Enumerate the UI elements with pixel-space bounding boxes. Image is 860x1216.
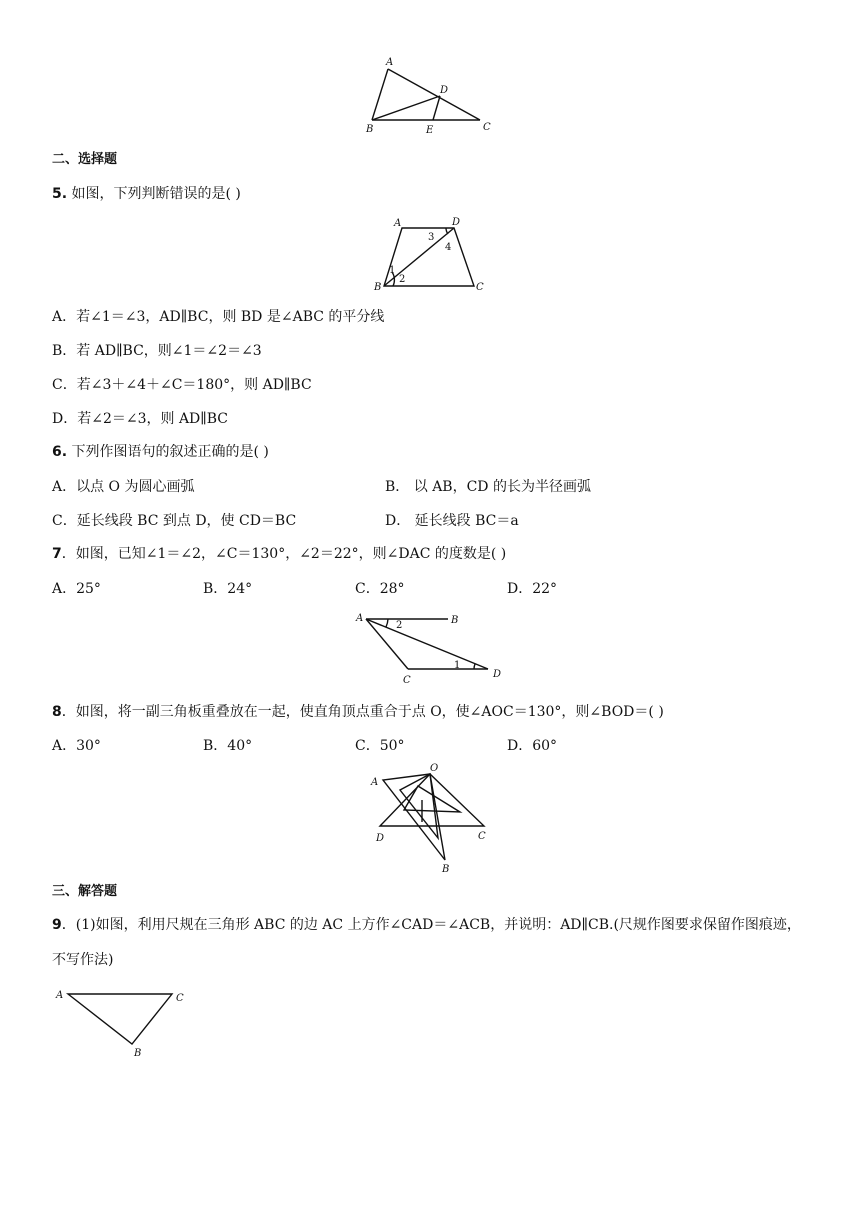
label-c: C <box>483 122 491 133</box>
label-c: C <box>476 282 484 293</box>
figure-triangle-abc-top <box>360 55 500 140</box>
question-9-text: ．(1)如图，利用尺规在三角形 ABC 的边 AC 上方作∠CAD＝∠ACB，并说明：AD∥CB.(尺规作图要求保留作图痕迹， <box>61 917 801 933</box>
label-b: B <box>374 282 382 293</box>
angle-label-3: 3 <box>428 232 435 243</box>
angle-label-1: 1 <box>389 265 396 276</box>
question-7-option-c: C．28° <box>355 581 405 597</box>
question-9-line2: 不写作法) <box>52 952 114 968</box>
question-9-line1 <box>52 916 801 934</box>
question-8-text: ．如图，将一副三角板重叠放在一起，使直角顶点重合于点 O，使∠AOC＝130°，则∠BOD＝( ) <box>61 704 664 720</box>
question-5-stem <box>52 185 241 203</box>
question-7-option-d: D．22° <box>507 581 558 597</box>
label-b: B <box>366 124 374 135</box>
triangle-abc <box>68 994 172 1044</box>
question-7-stem <box>52 545 506 563</box>
label-e: E <box>426 125 434 136</box>
question-5-number: 5. <box>52 186 68 202</box>
question-6-text: 下列作图语句的叙述正确的是( ) <box>71 444 269 460</box>
question-7-option-b: B．24° <box>203 581 253 597</box>
figure-q7 <box>350 608 515 690</box>
label-a: A <box>394 218 402 229</box>
angle-label-2: 2 <box>399 274 406 285</box>
label-b: B <box>134 1048 142 1059</box>
question-5-option-d: D．若∠2＝∠3，则 AD∥BC <box>52 411 229 427</box>
question-8-option-a: A．30° <box>52 738 101 754</box>
angle-label-2: 2 <box>396 620 403 631</box>
question-6-option-d: D． 延长线段 BC＝a <box>385 513 519 529</box>
question-6-stem <box>52 443 269 461</box>
figure-set-squares-q8 <box>360 760 500 878</box>
segment-ac <box>388 69 480 120</box>
question-9-number: 9 <box>52 917 62 933</box>
angle-arc-2 <box>386 619 388 627</box>
angle-label-1: 1 <box>454 660 461 671</box>
label-a: A <box>371 777 379 788</box>
label-a: A <box>356 613 364 624</box>
question-5-option-a: A．若∠1＝∠3，AD∥BC，则 BD 是∠ABC 的平分线 <box>52 309 385 325</box>
question-6-number: 6. <box>52 444 68 460</box>
question-6-option-c: C．延长线段 BC 到点 D，使 CD＝BC <box>52 513 297 529</box>
label-d: D <box>440 85 449 96</box>
figure-triangle-q9 <box>52 984 197 1064</box>
question-8-option-c: C．50° <box>355 738 405 754</box>
section-heading-answer: 三、解答题 <box>52 884 118 899</box>
label-c: C <box>478 831 486 842</box>
figure-trapezoid-q5 <box>366 212 496 297</box>
question-5-text: 如图，下列判断错误的是( ) <box>71 186 241 202</box>
question-5-option-c: C．若∠3＋∠4＋∠C＝180°，则 AD∥BC <box>52 377 312 393</box>
segment-ad <box>366 619 488 669</box>
angle-label-4: 4 <box>445 242 452 253</box>
question-8-number: 8 <box>52 704 62 720</box>
question-6-option-a: A．以点 O 为圆心画弧 <box>52 479 195 495</box>
label-c: C <box>403 675 411 686</box>
question-5-option-b: B．若 AD∥BC，则∠1＝∠2＝∠3 <box>52 343 262 359</box>
label-a: A <box>386 57 394 68</box>
question-6-option-b: B． 以 AB，CD 的长为半径画弧 <box>385 479 591 495</box>
question-7-number: 7 <box>52 546 62 562</box>
segment-de <box>433 96 440 120</box>
angle-arc-d <box>446 228 448 234</box>
question-7-option-a: A．25° <box>52 581 101 597</box>
question-7-text: ．如图，已知∠1＝∠2，∠C＝130°，∠2＝22°，则∠DAC 的度数是( ) <box>61 546 507 562</box>
angle-arc-1 <box>474 664 475 669</box>
segment-ab <box>372 69 388 120</box>
segment-bd <box>372 96 440 120</box>
label-d: D <box>493 669 502 680</box>
label-b: B <box>451 615 459 626</box>
label-o: O <box>430 763 439 774</box>
question-8-option-d: D．60° <box>507 738 558 754</box>
question-8-stem <box>52 703 664 721</box>
label-d: D <box>452 217 461 228</box>
label-b: B <box>442 864 450 875</box>
label-c: C <box>176 993 184 1004</box>
question-8-option-b: B．40° <box>203 738 253 754</box>
section-heading-choice: 二、选择题 <box>52 152 118 167</box>
label-a: A <box>56 990 64 1001</box>
label-d: D <box>376 833 385 844</box>
